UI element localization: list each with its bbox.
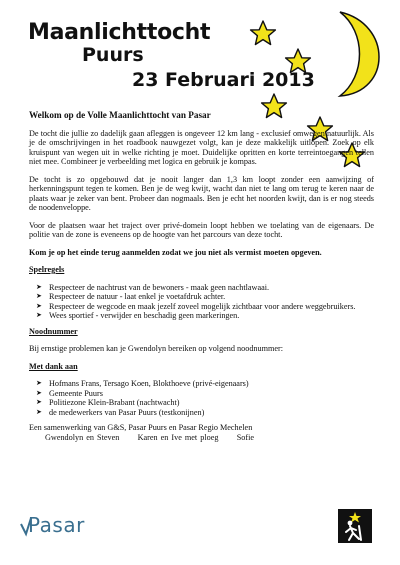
list-item: ➤ Gemeente Puurs bbox=[36, 388, 103, 398]
list-item: ➤ Politiezone Klein-Brabant (nachtwacht) bbox=[36, 398, 180, 407]
paragraph-guidance: De tocht is zo opgebouwd dat je nooit langer dan 1,3 km loopt zonder een aanwijzing of herkenningspunt tegen te komen. Ben je de weg kwijt, wacht dan niet te lang om terug te keren naar de plaats waar je zeker van bent. Probeer dan nogmaals. Ben je echt het noorden kwijt, dan is er nog steeds de noodenveloppe. bbox=[29, 174, 374, 212]
paragraph-permission: Voor de plaatsen waar het traject over privé-domein loopt hebben we toelating van de eigenaars. De politie van de zone is eveneens op de hoogte van het parcours van deze tocht. bbox=[29, 220, 374, 239]
thanks-heading: Met dank aan bbox=[29, 361, 78, 371]
arrow-bullet-icon: ➤ bbox=[36, 379, 42, 387]
page-subtitle-location: Puurs bbox=[82, 44, 144, 66]
rules-list bbox=[29, 283, 374, 321]
page-subtitle-date: 23 Februari 2013 bbox=[132, 69, 315, 91]
list-item: ➤ de medewerkers van Pasar Puurs (testkonijnen) bbox=[36, 407, 205, 417]
registration-notice: Kom je op het einde terug aanmelden zodat we jou niet als vermist moeten opgeven. bbox=[29, 247, 322, 257]
hiker-badge-icon bbox=[337, 508, 373, 544]
list-item: ➤ Respecteer de wegcode en maak jezelf zoveel mogelijk zichtbaar voor andere weggebruikers. bbox=[36, 301, 356, 311]
page-title: Maanlichttocht bbox=[28, 20, 211, 45]
organizer-names: Gwendolyn en Steven Karen en Ive met ploeg Sofie bbox=[45, 432, 254, 442]
rules-heading: Spelregels bbox=[29, 265, 65, 274]
arrow-bullet-icon: ➤ bbox=[36, 398, 42, 406]
arrow-bullet-icon: ➤ bbox=[36, 282, 42, 291]
arrow-bullet-icon: ➤ bbox=[36, 388, 42, 397]
emergency-text: Bij ernstige problemen kan je Gwendolyn bereiken op volgend noodnummer: bbox=[29, 344, 283, 353]
list-item: ➤ Respecteer de nachtrust van de bewoners - maak geen nachtlawaai. bbox=[36, 282, 270, 292]
arrow-bullet-icon: ➤ bbox=[36, 292, 42, 300]
collaboration-text: Een samenwerking van G&S, Pasar Puurs en Pasar Regio Mechelen bbox=[29, 423, 253, 432]
crescent-moon-icon bbox=[340, 12, 379, 96]
welcome-heading: Welkom op de Volle Maanlichttocht van Pasar bbox=[29, 110, 211, 120]
pasar-logo: Pasar bbox=[28, 513, 85, 537]
list-item: ➤ Wees sportief - verwijder en beschadig geen markeringen. bbox=[36, 311, 240, 320]
list-item: ➤ Hofmans Frans, Tersago Koen, Blokthoeve (privé-eigenaars) bbox=[36, 379, 249, 388]
emergency-heading: Noodnummer bbox=[29, 326, 78, 336]
document-body bbox=[29, 111, 374, 450]
arrow-bullet-icon: ➤ bbox=[36, 311, 42, 319]
paragraph-route: De tocht die jullie zo dadelijk gaan afleggen is ongeveer 12 km lang - exclusief omwegen natuurlijk. Als je de omschrijvingen in het roadbook nauwgezet volgt, kan je deze makkelijk uitlopen. Zoek op elk kruispunt van wegen uit in welke richting je moet. Duidelijke opritten en korte terreintoegangen tellen niet mee. Combineer je verbeelding met logica en gebruik je kompas. bbox=[29, 128, 374, 166]
thanks-list bbox=[29, 379, 374, 417]
arrow-bullet-icon: ➤ bbox=[36, 407, 42, 416]
star-icon bbox=[251, 21, 276, 45]
list-item: ➤ Respecteer de natuur - laat enkel je voetafdruk achter. bbox=[36, 292, 226, 301]
arrow-bullet-icon: ➤ bbox=[36, 301, 42, 310]
